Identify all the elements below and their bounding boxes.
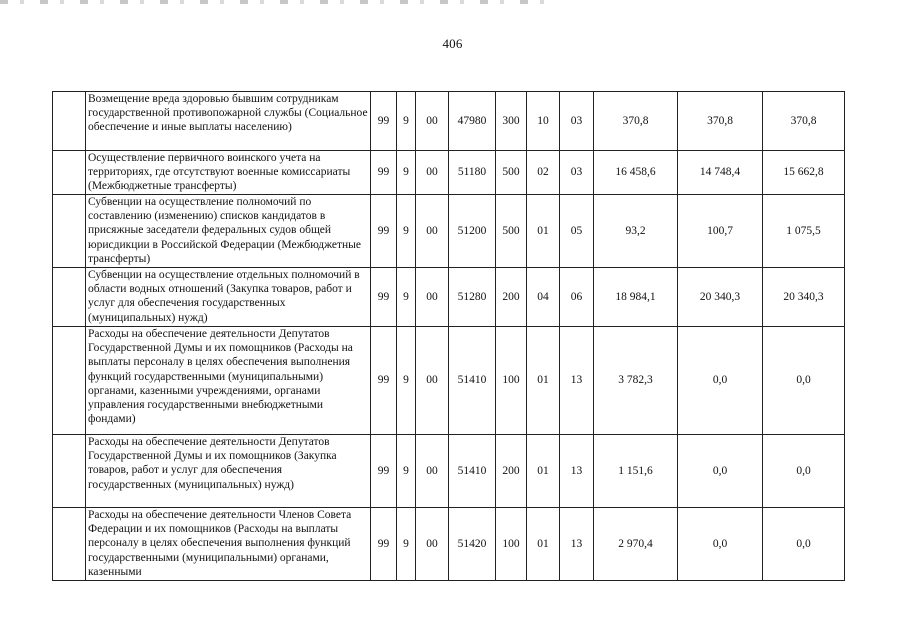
expense-name: Осуществление первичного воинского учета на территориях, где отсутствуют военные комиссариаты (Межбюджетные трансферты) [88,152,351,193]
direction-code-cell: 51420 [449,508,496,581]
amount-year1-cell: 18 984,1 [594,268,678,327]
main-event-code-cell: 00 [416,268,449,327]
program-code-cell: 99 [371,195,397,268]
expense-type-cell: 200 [496,268,527,327]
subprogram-code-cell: 9 [397,92,416,151]
amount-year2-cell: 0,0 [678,327,763,435]
expense-name-cell [86,435,371,508]
main-event-code-cell: 00 [416,151,449,195]
amount-year1-cell: 1 151,6 [594,435,678,508]
row-number-cell [53,435,86,508]
amount-year3-cell: 0,0 [763,508,845,581]
program-code-cell: 99 [371,327,397,435]
amount-year3-cell: 370,8 [763,92,845,151]
table-row [53,435,845,508]
table-row [53,92,845,151]
expense-type-cell: 300 [496,92,527,151]
subprogram-code-cell: 9 [397,268,416,327]
scan-edge-artifact [0,0,560,4]
expense-name: Субвенции на осуществление отдельных полномочий в области водных отношений (Закупка товаров, работ и услуг для обеспечения государственных (муниципальных) нужд) [88,269,360,324]
amount-year2-cell: 100,7 [678,195,763,268]
main-event-code-cell: 00 [416,327,449,435]
expense-name: Расходы на обеспечение деятельности Депутатов Государственной Думы и их помощников (Расходы на выплаты персоналу в целях обеспечения выполнения функций государственными (муниципальными) органами, казенными учреждениями, органами управления государственными внебюджетными фондами) [88,328,353,426]
subsection-code-cell: 03 [560,151,594,195]
section-code-cell: 02 [527,151,560,195]
main-event-code-cell: 00 [416,92,449,151]
expense-name-cell [86,92,371,151]
main-event-code-cell: 00 [416,508,449,581]
amount-year1-cell: 3 782,3 [594,327,678,435]
amount-year3-cell: 20 340,3 [763,268,845,327]
program-code-cell: 99 [371,435,397,508]
table-row [53,268,845,327]
amount-year1-cell: 93,2 [594,195,678,268]
amount-year3-cell: 0,0 [763,327,845,435]
program-code-cell: 99 [371,268,397,327]
amount-year1-cell: 16 458,6 [594,151,678,195]
direction-code-cell: 51410 [449,327,496,435]
row-number-cell [53,92,86,151]
amount-year2-cell: 370,8 [678,92,763,151]
table-row [53,195,845,268]
program-code-cell: 99 [371,151,397,195]
amount-year1-cell: 2 970,4 [594,508,678,581]
subsection-code-cell: 05 [560,195,594,268]
amount-year2-cell: 0,0 [678,435,763,508]
row-number-cell [53,195,86,268]
subprogram-code-cell: 9 [397,195,416,268]
direction-code-cell: 51280 [449,268,496,327]
subprogram-code-cell: 9 [397,508,416,581]
table-row [53,508,845,581]
main-event-code-cell: 00 [416,195,449,268]
program-code-cell: 99 [371,508,397,581]
program-code-cell: 99 [371,92,397,151]
direction-code-cell: 51180 [449,151,496,195]
amount-year3-cell: 0,0 [763,435,845,508]
row-number-cell [53,327,86,435]
expense-name-cell [86,508,371,581]
amount-year2-cell: 14 748,4 [678,151,763,195]
subprogram-code-cell: 9 [397,327,416,435]
page-number: 406 [442,36,463,51]
row-number-cell [53,508,86,581]
direction-code-cell: 51410 [449,435,496,508]
expense-name: Субвенции на осуществление полномочий по составлению (изменению) списков кандидатов в присяжные заседатели федеральных судов общей юрисдикции в Российской Федерации (Межбюджетные трансферты) [88,196,361,265]
subsection-code-cell: 13 [560,508,594,581]
section-code-cell: 10 [527,92,560,151]
section-code-cell: 01 [527,435,560,508]
expense-type-cell: 100 [496,327,527,435]
expense-name: Расходы на обеспечение деятельности Депутатов Государственной Думы и их помощников (Закупка товаров, работ и услуг для обеспечения государственных (муниципальных) нужд) [88,436,337,491]
direction-code-cell: 47980 [449,92,496,151]
direction-code-cell: 51200 [449,195,496,268]
subprogram-code-cell: 9 [397,151,416,195]
expense-name-cell [86,268,371,327]
subsection-code-cell: 13 [560,327,594,435]
expense-type-cell: 500 [496,151,527,195]
row-number-cell [53,151,86,195]
subsection-code-cell: 13 [560,435,594,508]
amount-year3-cell: 15 662,8 [763,151,845,195]
section-code-cell: 04 [527,268,560,327]
section-code-cell: 01 [527,327,560,435]
subprogram-code-cell: 9 [397,435,416,508]
expense-name: Расходы на обеспечение деятельности Членов Совета Федерации и их помощников (Расходы на выплаты персоналу в целях обеспечения выполнения функций государственными (муниципальными) органами, казенными [88,509,352,578]
table-row [53,327,845,435]
amount-year3-cell: 1 075,5 [763,195,845,268]
subsection-code-cell: 06 [560,268,594,327]
row-number-cell [53,268,86,327]
expense-name-cell [86,151,371,195]
expense-name: Возмещение вреда здоровью бывшим сотрудникам государственной противопожарной службы (Социальное обеспечение и иные выплаты населению) [88,93,368,134]
section-code-cell: 01 [527,508,560,581]
expense-type-cell: 500 [496,195,527,268]
amount-year2-cell: 20 340,3 [678,268,763,327]
expense-type-cell: 200 [496,435,527,508]
amount-year2-cell: 0,0 [678,508,763,581]
amount-year1-cell: 370,8 [594,92,678,151]
expense-type-cell: 100 [496,508,527,581]
subsection-code-cell: 03 [560,92,594,151]
section-code-cell: 01 [527,195,560,268]
expense-name-cell [86,195,371,268]
expense-name-cell [86,327,371,435]
budget-table [52,91,845,581]
table-row [53,151,845,195]
main-event-code-cell: 00 [416,435,449,508]
